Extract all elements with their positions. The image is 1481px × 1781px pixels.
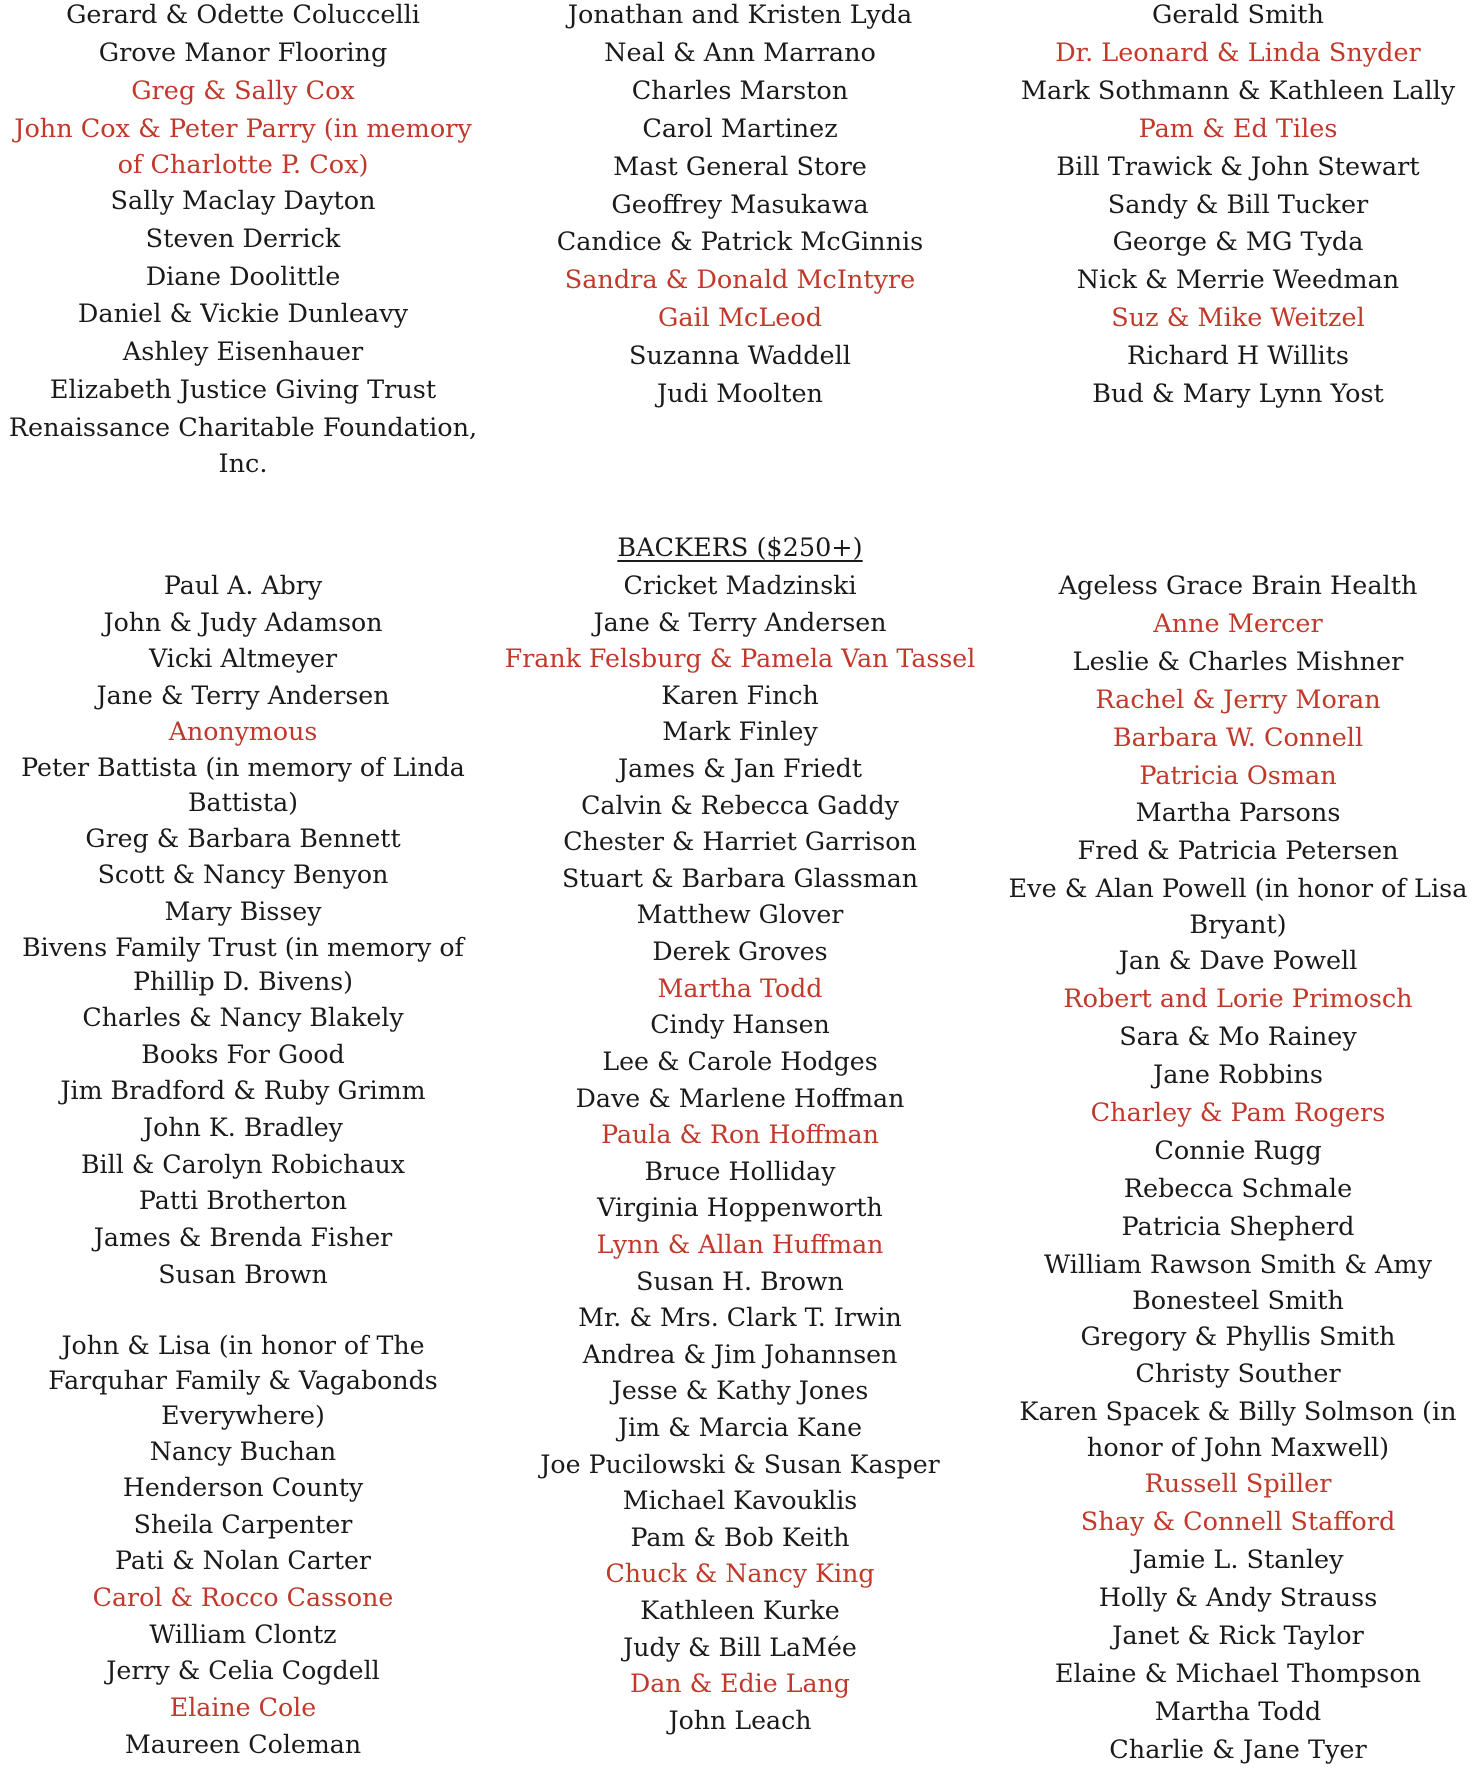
donor-name: Richard H Willits — [1127, 341, 1349, 372]
donor-name: Suzanna Waddell — [629, 341, 851, 372]
donor-name: Calvin & Rebecca Gaddy — [581, 790, 899, 820]
donor-name: Pam & Bob Keith — [630, 1522, 850, 1552]
donor-name: Michael Kavouklis — [622, 1486, 858, 1516]
donor-list-top-column-2 — [497, 0, 983, 414]
donor-name: Chuck & Nancy King — [605, 1559, 875, 1589]
donor-name: Martha Todd — [657, 973, 823, 1003]
donor-name: Holly & Andy Strauss — [1098, 1583, 1378, 1614]
donor-name: Lee & Carole Hodges — [602, 1046, 878, 1076]
donor-name: Pam & Ed Tiles — [1138, 113, 1338, 144]
donor-name: Jim Bradford & Ruby Grimm — [60, 1076, 426, 1106]
donor-name: Patti Brotherton — [138, 1186, 348, 1216]
donor-name: John Cox & Peter Parry (in memory of Charlotte P. Cox) — [14, 113, 472, 180]
donor-name: Pati & Nolan Carter — [115, 1546, 371, 1576]
donor-name: Gregory & Phyllis Smith — [1080, 1321, 1396, 1352]
donor-name: Judi Moolten — [657, 379, 823, 410]
donor-name: Sheila Carpenter — [133, 1509, 353, 1539]
donor-name: Scott & Nancy Benyon — [97, 860, 389, 890]
donor-name: John & Judy Adamson — [103, 607, 383, 637]
donor-name: Cindy Hansen — [650, 1010, 830, 1040]
donor-name: Virginia Hoppenworth — [597, 1193, 883, 1223]
donor-name: Jim & Marcia Kane — [617, 1413, 863, 1443]
donor-name: Greg & Barbara Bennett — [85, 823, 401, 853]
donor-name: Renaissance Charitable Foundation, Inc. — [8, 413, 478, 480]
donor-name: Leslie & Charles Mishner — [1072, 646, 1404, 677]
donor-name: Jane Robbins — [1153, 1059, 1323, 1090]
donor-name: Derek Groves — [652, 937, 828, 967]
backers-list-column-1 — [0, 568, 486, 1763]
donor-name: Carol & Rocco Cassone — [92, 1583, 394, 1613]
donor-name: Greg & Sally Cox — [131, 75, 355, 106]
donor-name: John Leach — [668, 1705, 812, 1735]
donor-name: Jesse & Kathy Jones — [611, 1376, 869, 1406]
donor-name: Jamie L. Stanley — [1132, 1545, 1344, 1576]
donor-name: Paula & Ron Hoffman — [601, 1120, 879, 1150]
donor-name: Sara & Mo Rainey — [1119, 1022, 1357, 1053]
donor-name: Dave & Marlene Hoffman — [575, 1083, 905, 1113]
donor-name: Gerald Smith — [1152, 0, 1324, 30]
donor-name: Bill Trawick & John Stewart — [1056, 151, 1420, 182]
donor-name: Susan Brown — [158, 1259, 328, 1289]
donor-name: Joe Pucilowski & Susan Kasper — [540, 1449, 940, 1479]
donor-name: Jonathan and Kristen Lyda — [567, 0, 913, 30]
donor-name: Elizabeth Justice Giving Trust — [49, 375, 437, 406]
donor-name: Suz & Mike Weitzel — [1111, 303, 1365, 334]
donor-name: Neal & Ann Marrano — [604, 37, 876, 68]
donor-name: Karen Finch — [661, 680, 819, 710]
donor-name: Sally Maclay Dayton — [110, 185, 376, 216]
donor-name: Matthew Glover — [636, 900, 844, 930]
donor-name: James & Jan Friedt — [618, 754, 862, 784]
donor-name: Elaine & Michael Thompson — [1054, 1658, 1422, 1689]
donor-name: Mark Sothmann & Kathleen Lally — [1020, 75, 1456, 106]
donor-name: Bivens Family Trust (in memory of Phillip D. Bivens) — [22, 932, 464, 997]
donor-name: Peter Battista (in memory of Linda Battista) — [21, 753, 465, 817]
donor-name: Sandy & Bill Tucker — [1107, 189, 1369, 220]
donor-list-top-column-1 — [0, 0, 486, 482]
donor-name: Steven Derrick — [145, 223, 341, 254]
donor-name: John K. Bradley — [143, 1113, 343, 1143]
donor-name: Jan & Dave Powell — [1118, 946, 1358, 977]
donor-name: Maureen Coleman — [124, 1729, 362, 1759]
donor-name: Rachel & Jerry Moran — [1095, 684, 1381, 715]
donor-name: Charles Marston — [631, 75, 849, 106]
donor-name: Nick & Merrie Weedman — [1076, 265, 1400, 296]
donor-name: Karen Spacek & Billy Solmson (in honor of John Maxwell) — [1019, 1397, 1457, 1464]
backers-list-column-2 — [497, 568, 983, 1740]
donor-name: Candice & Patrick McGinnis — [556, 227, 924, 258]
donor-name: Janet & Rick Taylor — [1112, 1620, 1364, 1651]
donor-name: Daniel & Vickie Dunleavy — [77, 299, 409, 330]
donor-name: Martha Todd — [1154, 1696, 1322, 1727]
donor-name: Patricia Osman — [1139, 760, 1337, 791]
donor-name: Ashley Eisenhauer — [122, 337, 364, 368]
donor-name: John & Lisa (in honor of The Farquhar Family & Vagabonds Everywhere) — [48, 1331, 438, 1430]
donor-name: Robert and Lorie Primosch — [1063, 984, 1413, 1015]
donor-name: Eve & Alan Powell (in honor of Lisa Bryant) — [1008, 874, 1468, 941]
backers-list-column-3 — [995, 568, 1481, 1770]
donor-name: Diane Doolittle — [145, 261, 341, 292]
donor-name: Geoffrey Masukawa — [611, 189, 869, 220]
donor-name: Barbara W. Connell — [1112, 722, 1364, 753]
donor-name: Judy & Bill LaMée — [623, 1632, 857, 1662]
donor-name: Books For Good — [141, 1039, 345, 1069]
donor-name: Mast General Store — [613, 151, 867, 182]
donor-name: Charlie & Jane Tyer — [1109, 1734, 1367, 1765]
donor-name: Chester & Harriet Garrison — [563, 827, 917, 857]
donor-name: Vicki Altmeyer — [148, 644, 338, 674]
donor-name: Shay & Connell Stafford — [1080, 1507, 1396, 1538]
donor-name: Jerry & Celia Cogdell — [106, 1656, 380, 1686]
donor-name: Christy Souther — [1135, 1359, 1341, 1390]
donor-name: Dr. Leonard & Linda Snyder — [1055, 37, 1421, 68]
donor-name: William Clontz — [149, 1619, 337, 1649]
donor-name: Dan & Edie Lang — [630, 1669, 850, 1699]
donor-name: Fred & Patricia Petersen — [1077, 836, 1399, 867]
donor-name: Connie Rugg — [1154, 1135, 1322, 1166]
donor-name: Mary Bissey — [164, 896, 322, 926]
donor-name: Stuart & Barbara Glassman — [561, 863, 919, 893]
donor-name: Patricia Shepherd — [1121, 1211, 1355, 1242]
donor-name: Lynn & Allan Huffman — [596, 1229, 884, 1259]
donor-name: Susan H. Brown — [636, 1266, 844, 1296]
donor-name: James & Brenda Fisher — [93, 1222, 393, 1252]
donor-name: William Rawson Smith & Amy Bonesteel Smith — [1043, 1249, 1433, 1316]
donor-name: Bruce Holliday — [644, 1156, 836, 1186]
donor-name: Cricket Madzinski — [623, 571, 857, 600]
donor-name: Frank Felsburg & Pamela Van Tassel — [504, 644, 976, 674]
donor-name: Sandra & Donald McIntyre — [564, 265, 916, 296]
donor-name: Anonymous — [168, 717, 318, 747]
donor-name: Charles & Nancy Blakely — [82, 1003, 404, 1033]
donor-name: Jane & Terry Andersen — [593, 607, 887, 637]
donor-name: Nancy Buchan — [149, 1436, 337, 1466]
donor-list-top-column-3 — [995, 0, 1481, 414]
donor-name: Elaine Cole — [169, 1692, 317, 1722]
donor-name: Jane & Terry Andersen — [96, 680, 390, 710]
donor-name: Martha Parsons — [1135, 798, 1341, 829]
donor-name: Ageless Grace Brain Health — [1058, 571, 1418, 601]
donor-name: Mark Finley — [662, 717, 818, 747]
donor-name: Rebecca Schmale — [1123, 1173, 1353, 1204]
donor-name: Mr. & Mrs. Clark T. Irwin — [578, 1303, 902, 1333]
backers-heading: BACKERS ($250+) — [617, 533, 863, 563]
donor-name: Andrea & Jim Johannsen — [582, 1339, 898, 1369]
donor-name: Gail McLeod — [657, 303, 823, 334]
donor-name: Bud & Mary Lynn Yost — [1092, 379, 1384, 410]
donor-name: Carol Martinez — [642, 113, 838, 144]
donor-name: Anne Mercer — [1153, 608, 1323, 639]
donor-name: Paul A. Abry — [163, 571, 323, 600]
donor-name: Russell Spiller — [1144, 1469, 1332, 1500]
donor-name: Henderson County — [122, 1473, 364, 1503]
list-spacer — [0, 1293, 486, 1329]
donor-name: Charley & Pam Rogers — [1090, 1097, 1386, 1128]
donor-name: Kathleen Kurke — [640, 1596, 840, 1626]
donor-name: Bill & Carolyn Robichaux — [81, 1149, 405, 1179]
donor-name: George & MG Tyda — [1112, 227, 1364, 258]
donor-name: Gerard & Odette Coluccelli — [66, 0, 420, 30]
donor-name: Grove Manor Flooring — [98, 37, 388, 68]
